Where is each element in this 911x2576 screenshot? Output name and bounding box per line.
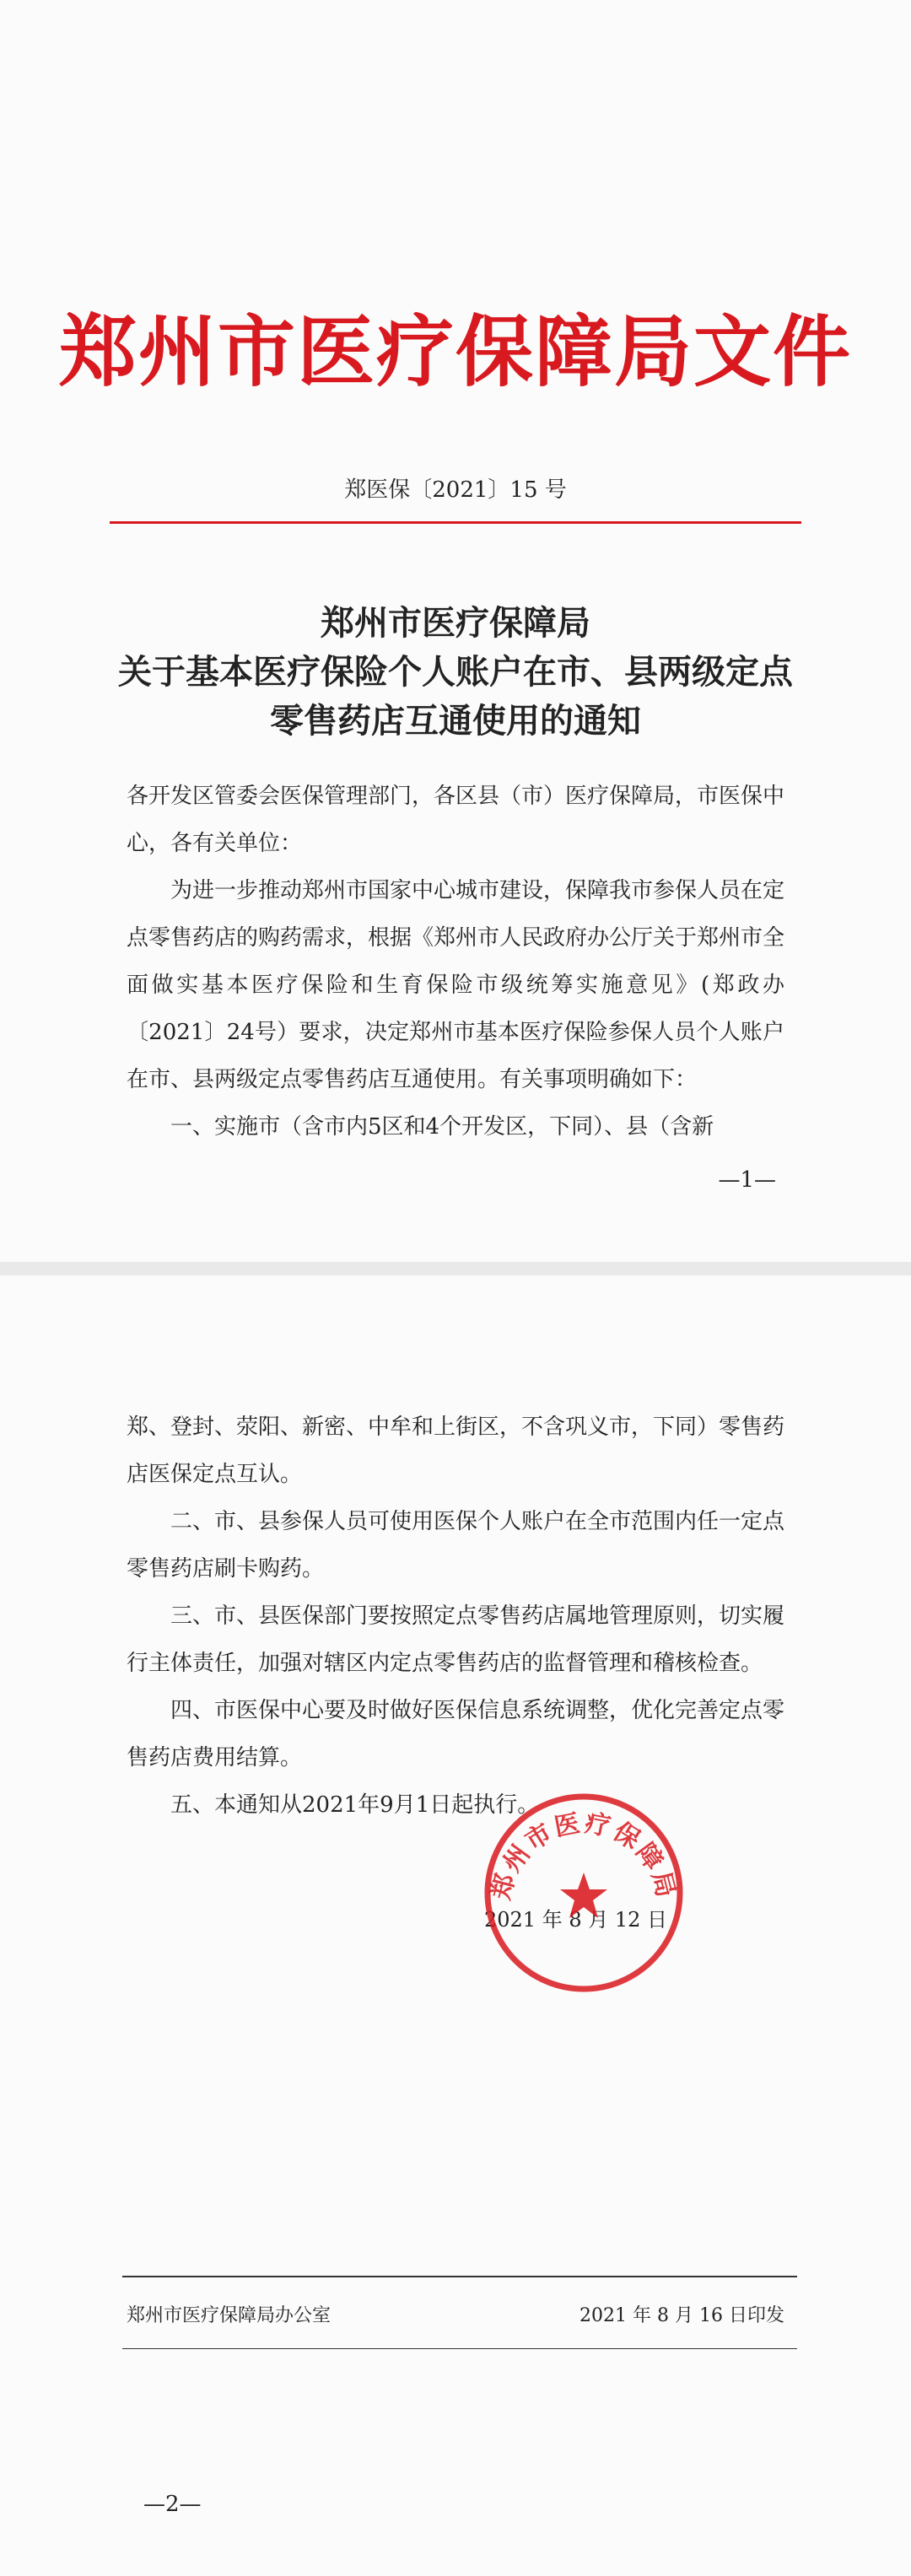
page-number: —2— [143,2492,202,2517]
document-page-2 [0,1275,911,2576]
body-paragraph: 二、市、县参保人员可使用医保个人账户在全市范围内任一定点零售药店刷卡购药。 [127,1509,785,1582]
body-paragraph: 为进一步推动郑州市国家中心城市建设，保障我市参保人员在定点零售药店的购药需求，根据《郑州市人民政府办公厅关于郑州市全面做实基本医疗保险和生育保险市级统筹实施意见》(郑政办〔2021〕24号）要求，决定郑州市基本医疗保险参保人员个人账户在市、县两级定点零售药店互通使用。有关事项明确如下： [127,878,785,1092]
notice-title-line-2: 关于基本医疗保险个人账户在市、县两级定点 [118,652,793,692]
body-paragraph: 四、市医保中心要及时做好医保信息系统调整，优化完善定点零售药店费用结算。 [127,1698,785,1770]
document-number: 郑医保〔2021〕15 号 [344,477,567,503]
body-paragraph: 一、实施市（含市内5区和4个开发区，下同）、县（含新 [170,1114,714,1140]
page-1-body [127,773,784,1151]
page-2-body [127,1404,784,1829]
official-seal-icon [481,1790,687,1996]
footer-rule [122,2348,797,2349]
addressee-paragraph: 各开发区管委会医保管理部门，各区县（市）医疗保障局，市医保中心，各有关单位： [127,784,785,856]
body-paragraph: 三、市、县医保部门要按照定点零售药店属地管理原则，切实履行主体责任，加强对辖区内定点零售药店的监督管理和稽核检查。 [127,1603,785,1676]
svg-text:郑州市医疗保障局: 郑州市医疗保障局 [486,1808,682,1903]
body-paragraph: 郑、登封、荥阳、新密、中牟和上街区，不含巩义市，下同）零售药店医保定点互认。 [127,1415,785,1487]
seal-star-icon [560,1873,607,1918]
notice-title [0,599,911,746]
document-page-1 [0,0,911,1262]
page-number: —1— [718,1167,776,1193]
footer-print-date: 2021 年 8 月 16 日印发 [579,2305,784,2326]
footer-rule [122,2276,797,2277]
header-red-rule [110,521,801,524]
notice-title-line-1: 郑州市医疗保障局 [321,603,590,643]
body-paragraph: 五、本通知从2021年9月1日起执行。 [170,1792,540,1818]
footer-office: 郑州市医疗保障局办公室 [127,2305,332,2326]
document-header-title: 郑州市医疗保障局文件 [58,307,852,397]
notice-title-line-3: 零售药店互通使用的通知 [270,701,641,741]
issue-date: 2021 年 8 月 12 日 [484,1908,668,1932]
